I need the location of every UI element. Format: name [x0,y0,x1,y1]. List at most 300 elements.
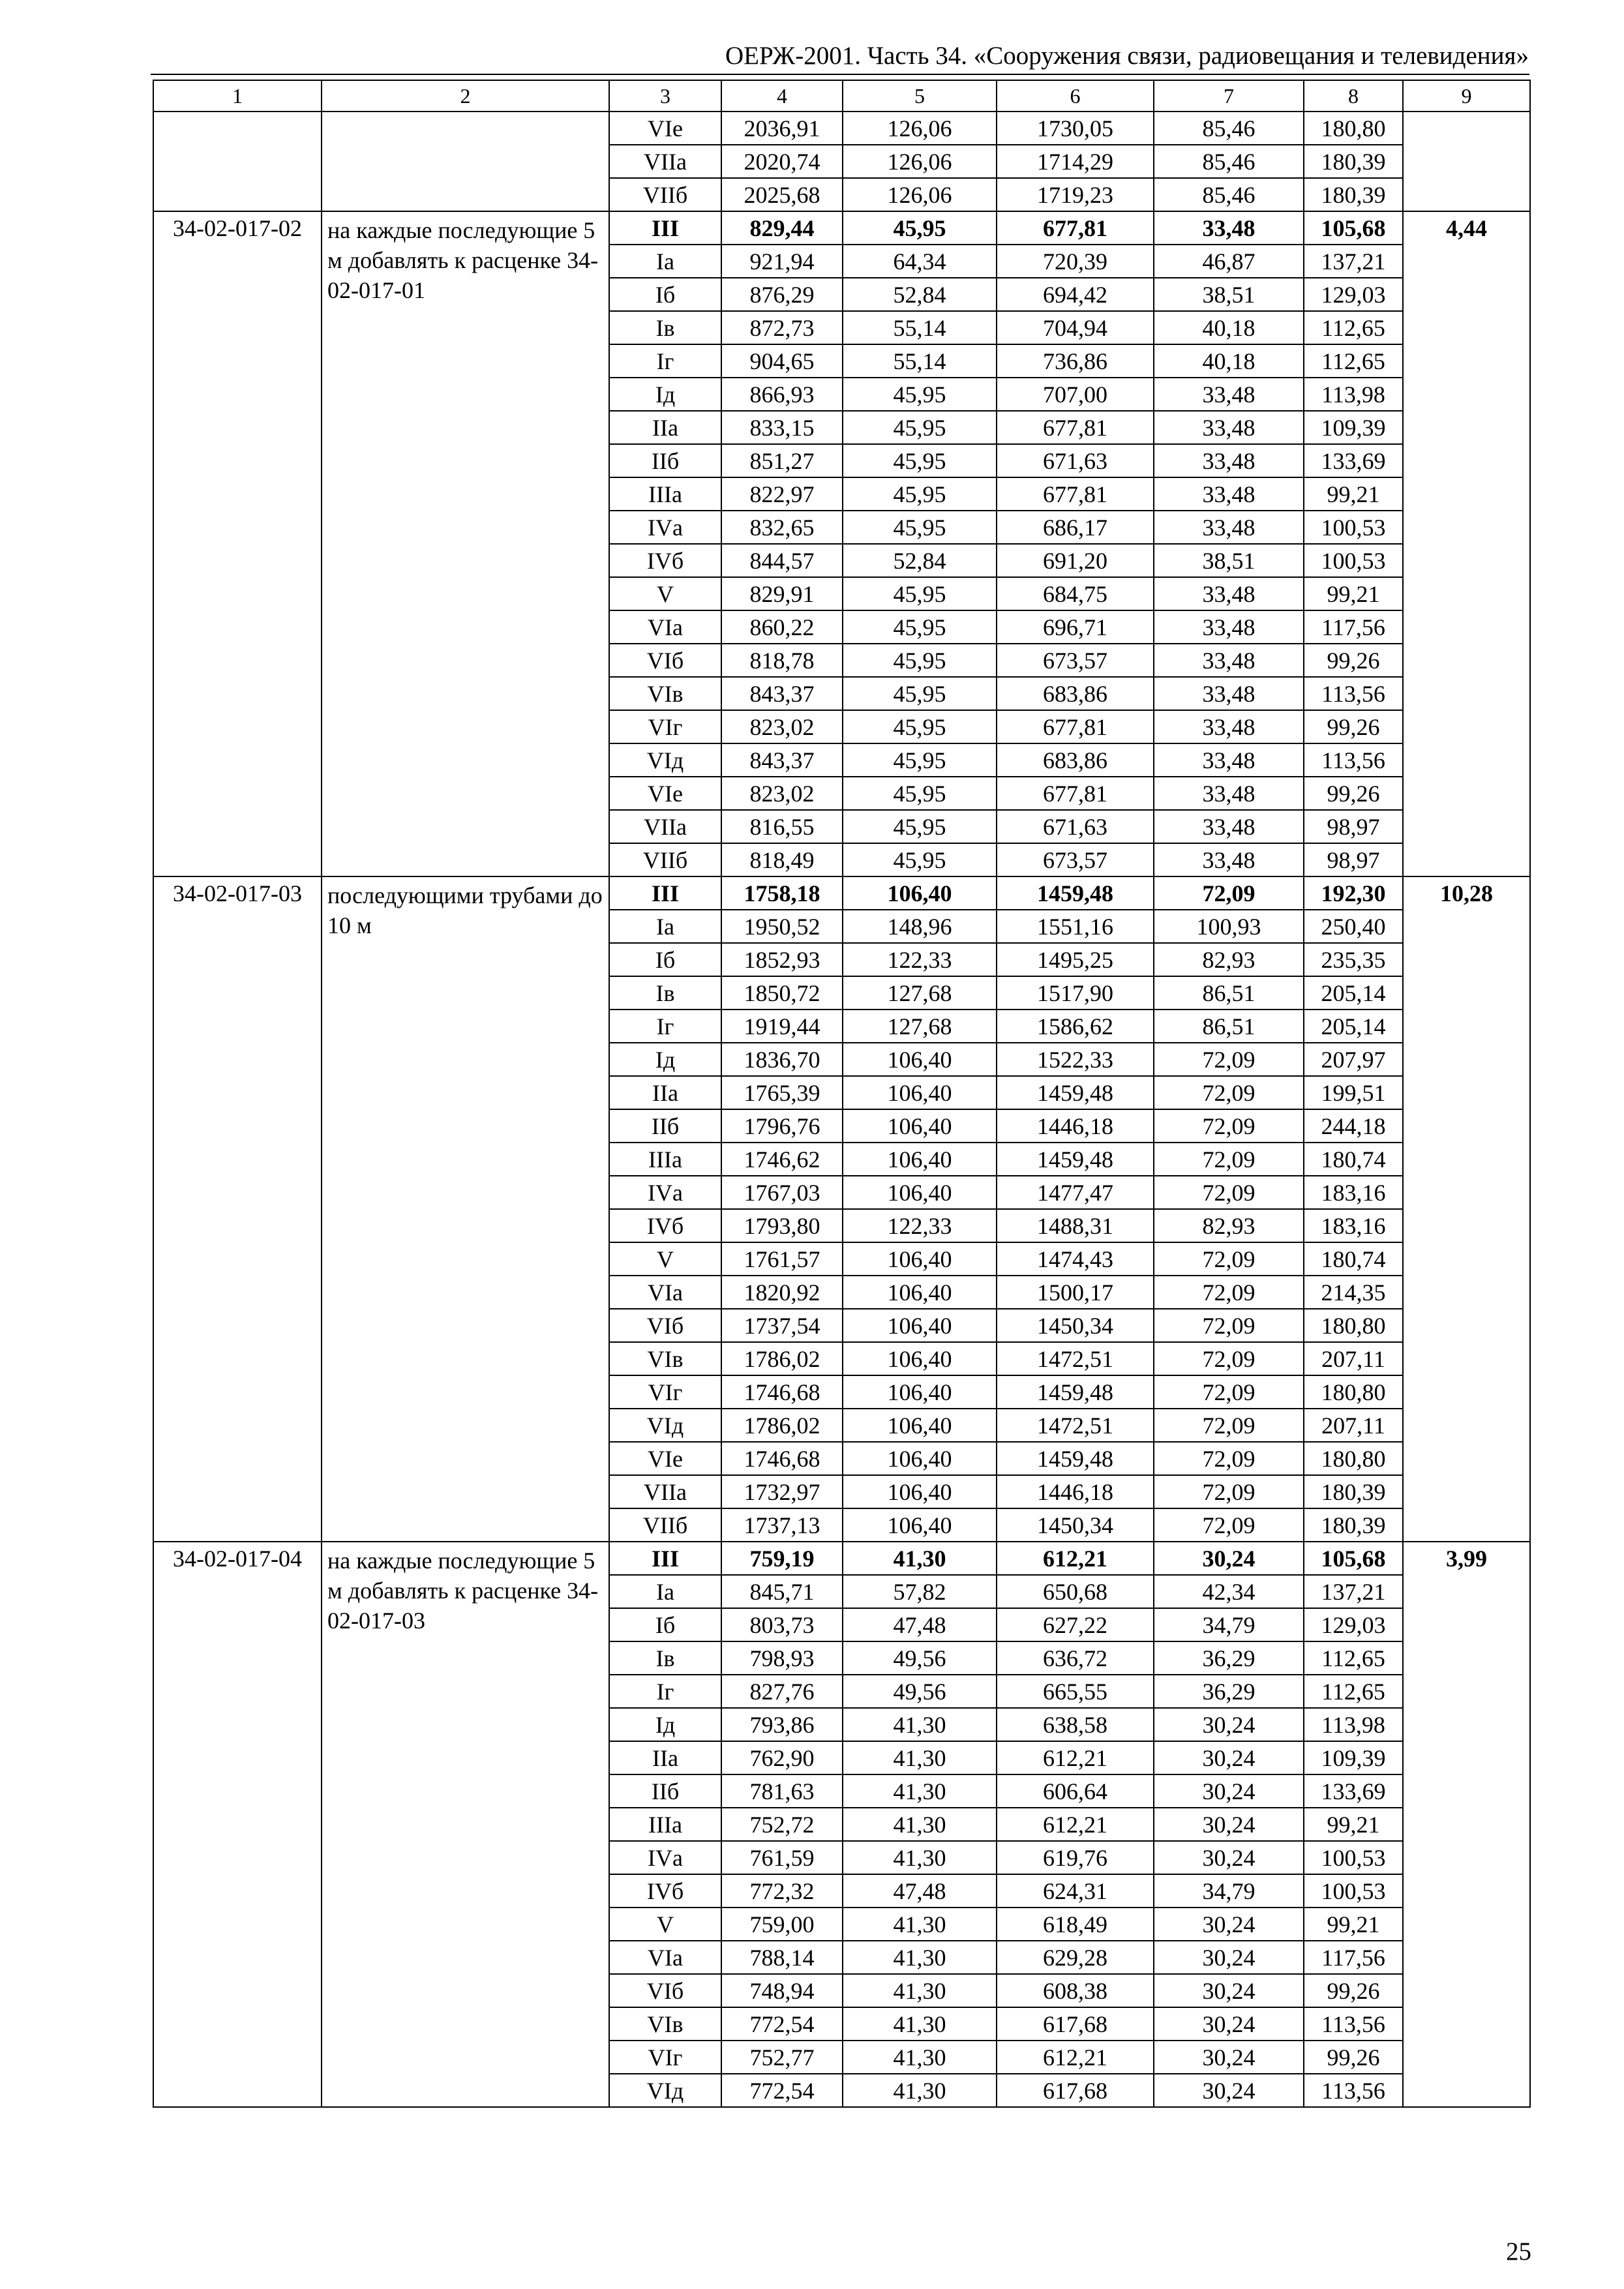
value-cell: 126,06 [843,178,997,211]
value-cell: 624,31 [997,1874,1154,1908]
value-cell: 180,80 [1304,1309,1403,1342]
value-cell: 64,34 [843,245,997,278]
value-cell: 122,33 [843,943,997,976]
value-cell: 1746,62 [721,1143,843,1176]
value-cell: 1746,68 [721,1442,843,1475]
value-cell: 98,97 [1304,810,1403,843]
value-cell: 244,18 [1304,1109,1403,1143]
value-cell: 122,33 [843,1209,997,1242]
value-cell: 677,81 [997,710,1154,743]
column-number: 9 [1403,80,1530,112]
value-cell: 47,48 [843,1874,997,1908]
labor-cost: 3,99 [1403,1542,1530,2107]
zone-cell: IVа [609,1841,721,1874]
value-cell: 106,40 [843,1043,997,1076]
value-cell: 45,95 [843,677,997,710]
value-cell: 876,29 [721,278,843,311]
table-row [153,1542,1530,1575]
column-number: 8 [1304,80,1403,112]
zone-cell: Iд [609,378,721,411]
rates-table [153,80,1531,2108]
zone-cell: IIа [609,1076,721,1109]
value-cell: 30,24 [1154,1741,1304,1774]
value-cell: 126,06 [843,145,997,178]
value-cell: 829,44 [721,211,843,245]
zone-cell: Iб [609,1608,721,1641]
value-cell: 113,98 [1304,378,1403,411]
zone-cell: IIб [609,444,721,477]
labor-cost: 4,44 [1403,211,1530,876]
value-cell: 832,65 [721,511,843,544]
value-cell: 45,95 [843,444,997,477]
zone-cell: Iа [609,245,721,278]
value-cell: 105,68 [1304,211,1403,245]
value-cell: 1477,47 [997,1176,1154,1209]
value-cell: 793,86 [721,1708,843,1741]
value-cell: 33,48 [1154,644,1304,677]
value-cell: 100,53 [1304,544,1403,577]
rate-code: 34-02-017-04 [153,1542,322,2107]
value-cell: 41,30 [843,1974,997,2007]
value-cell: 207,11 [1304,1409,1403,1442]
value-cell: 180,80 [1304,112,1403,145]
zone-cell: VIг [609,710,721,743]
value-cell: 1852,93 [721,943,843,976]
value-cell: 38,51 [1154,544,1304,577]
value-cell: 844,57 [721,544,843,577]
value-cell: 1459,48 [997,1442,1154,1475]
column-number: 2 [322,80,609,112]
rate-description [322,112,609,211]
value-cell: 72,09 [1154,1508,1304,1542]
zone-cell: VIв [609,2007,721,2041]
value-cell: 49,56 [843,1641,997,1675]
value-cell: 818,49 [721,843,843,876]
value-cell: 823,02 [721,777,843,810]
zone-cell: VIб [609,644,721,677]
value-cell: 113,56 [1304,743,1403,777]
value-cell: 72,09 [1154,1442,1304,1475]
value-cell: 40,18 [1154,344,1304,378]
value-cell: 45,95 [843,610,997,644]
value-cell: 57,82 [843,1575,997,1608]
value-cell: 40,18 [1154,311,1304,344]
value-cell: 106,40 [843,1442,997,1475]
value-cell: 691,20 [997,544,1154,577]
rate-description: на каждые последующие 5 м добавлять к расценке 34-02-017-01 [322,211,609,876]
zone-cell: Iд [609,1708,721,1741]
value-cell: 1950,52 [721,910,843,943]
zone-cell: IVб [609,1874,721,1908]
value-cell: 612,21 [997,2041,1154,2074]
value-cell: 105,68 [1304,1542,1403,1575]
table-row [153,112,1530,145]
value-cell: 99,26 [1304,710,1403,743]
value-cell: 827,76 [721,1675,843,1708]
value-cell: 55,14 [843,344,997,378]
value-cell: 2036,91 [721,112,843,145]
rate-description: на каждые последующие 5 м добавлять к расценке 34-02-017-03 [322,1542,609,2107]
value-cell: 47,48 [843,1608,997,1641]
zone-cell: IIIа [609,1143,721,1176]
value-cell: 1765,39 [721,1076,843,1109]
zone-cell: VIе [609,112,721,145]
value-cell: 1767,03 [721,1176,843,1209]
value-cell: 1517,90 [997,976,1154,1010]
value-cell: 1446,18 [997,1109,1154,1143]
value-cell: 1737,13 [721,1508,843,1542]
value-cell: 650,68 [997,1575,1154,1608]
column-number: 5 [843,80,997,112]
value-cell: 45,95 [843,644,997,677]
value-cell: 180,39 [1304,145,1403,178]
value-cell: 1472,51 [997,1342,1154,1375]
value-cell: 818,78 [721,644,843,677]
rate-code [153,112,322,211]
value-cell: 30,24 [1154,1774,1304,1808]
value-cell: 843,37 [721,743,843,777]
value-cell: 1836,70 [721,1043,843,1076]
value-cell: 671,63 [997,810,1154,843]
zone-cell: VIв [609,1342,721,1375]
value-cell: 42,34 [1154,1575,1304,1608]
rate-code: 34-02-017-03 [153,876,322,1542]
value-cell: 49,56 [843,1675,997,1708]
value-cell: 98,97 [1304,843,1403,876]
value-cell: 106,40 [843,1409,997,1442]
value-cell: 41,30 [843,1808,997,1841]
value-cell: 33,48 [1154,444,1304,477]
value-cell: 112,65 [1304,311,1403,344]
value-cell: 1850,72 [721,976,843,1010]
value-cell: 180,39 [1304,1508,1403,1542]
value-cell: 736,86 [997,344,1154,378]
zone-cell: VIа [609,610,721,644]
value-cell: 106,40 [843,1076,997,1109]
value-cell: 180,80 [1304,1375,1403,1409]
value-cell: 72,09 [1154,1109,1304,1143]
zone-cell: Iа [609,1575,721,1608]
value-cell: 816,55 [721,810,843,843]
value-cell: 772,32 [721,1874,843,1908]
value-cell: 1796,76 [721,1109,843,1143]
value-cell: 1495,25 [997,943,1154,976]
value-cell: 106,40 [843,1342,997,1375]
value-cell: 921,94 [721,245,843,278]
value-cell: 33,48 [1154,843,1304,876]
value-cell: 199,51 [1304,1076,1403,1109]
value-cell: 1730,05 [997,112,1154,145]
value-cell: 250,40 [1304,910,1403,943]
value-cell: 822,97 [721,477,843,511]
value-cell: 106,40 [843,1475,997,1508]
value-cell: 1472,51 [997,1409,1154,1442]
value-cell: 207,97 [1304,1043,1403,1076]
zone-cell: VIIа [609,145,721,178]
value-cell: 2020,74 [721,145,843,178]
value-cell: 904,65 [721,344,843,378]
zone-cell: VIа [609,1276,721,1309]
value-cell: 694,42 [997,278,1154,311]
value-cell: 127,68 [843,976,997,1010]
value-cell: 798,93 [721,1641,843,1675]
value-cell: 112,65 [1304,1675,1403,1708]
value-cell: 606,64 [997,1774,1154,1808]
value-cell: 772,54 [721,2007,843,2041]
value-cell: 33,48 [1154,511,1304,544]
zone-cell: III [609,211,721,245]
value-cell: 129,03 [1304,1608,1403,1641]
labor-cost: 10,28 [1403,876,1530,1542]
value-cell: 1793,80 [721,1209,843,1242]
value-cell: 41,30 [843,2074,997,2107]
value-cell: 1714,29 [997,145,1154,178]
value-cell: 34,79 [1154,1608,1304,1641]
zone-cell: VIIб [609,178,721,211]
zone-cell: III [609,876,721,910]
zone-cell: VIе [609,777,721,810]
value-cell: 41,30 [843,1841,997,1874]
value-cell: 33,48 [1154,610,1304,644]
value-cell: 759,00 [721,1908,843,1941]
column-number: 1 [153,80,322,112]
zone-cell: IIб [609,1109,721,1143]
value-cell: 45,95 [843,211,997,245]
value-cell: 72,09 [1154,876,1304,910]
value-cell: 113,56 [1304,677,1403,710]
zone-cell: VIг [609,1375,721,1409]
value-cell: 109,39 [1304,1741,1403,1774]
value-cell: 33,48 [1154,743,1304,777]
value-cell: 113,98 [1304,1708,1403,1741]
value-cell: 235,35 [1304,943,1403,976]
value-cell: 180,74 [1304,1143,1403,1176]
value-cell: 30,24 [1154,1542,1304,1575]
value-cell: 33,48 [1154,577,1304,610]
zone-cell: IVа [609,511,721,544]
value-cell: 72,09 [1154,1475,1304,1508]
value-cell: 52,84 [843,278,997,311]
value-cell: 36,29 [1154,1675,1304,1708]
value-cell: 33,48 [1154,810,1304,843]
value-cell: 72,09 [1154,1176,1304,1209]
value-cell: 72,09 [1154,1143,1304,1176]
value-cell: 1786,02 [721,1409,843,1442]
zone-cell: V [609,577,721,610]
value-cell: 45,95 [843,777,997,810]
zone-cell: VIд [609,743,721,777]
value-cell: 1758,18 [721,876,843,910]
value-cell: 761,59 [721,1841,843,1874]
zone-cell: VIIб [609,843,721,876]
value-cell: 30,24 [1154,1708,1304,1741]
value-cell: 683,86 [997,677,1154,710]
value-cell: 52,84 [843,544,997,577]
value-cell: 99,21 [1304,477,1403,511]
column-number: 7 [1154,80,1304,112]
value-cell: 638,58 [997,1708,1154,1741]
rate-description: последующими трубами до 10 м [322,876,609,1542]
value-cell: 38,51 [1154,278,1304,311]
value-cell: 106,40 [843,1109,997,1143]
value-cell: 2025,68 [721,178,843,211]
value-cell: 100,53 [1304,511,1403,544]
value-cell: 872,73 [721,311,843,344]
value-cell: 671,63 [997,444,1154,477]
value-cell: 629,28 [997,1941,1154,1974]
value-cell: 45,95 [843,843,997,876]
zone-cell: VIв [609,677,721,710]
value-cell: 86,51 [1154,1010,1304,1043]
value-cell: 180,74 [1304,1242,1403,1276]
value-cell: 686,17 [997,511,1154,544]
value-cell: 617,68 [997,2007,1154,2041]
value-cell: 803,73 [721,1608,843,1641]
value-cell: 85,46 [1154,145,1304,178]
value-cell: 72,09 [1154,1276,1304,1309]
value-cell: 30,24 [1154,2007,1304,2041]
zone-cell: IIIа [609,1808,721,1841]
value-cell: 677,81 [997,777,1154,810]
value-cell: 45,95 [843,743,997,777]
value-cell: 1450,34 [997,1508,1154,1542]
value-cell: 106,40 [843,876,997,910]
zone-cell: Iд [609,1043,721,1076]
value-cell: 1737,54 [721,1309,843,1342]
value-cell: 33,48 [1154,710,1304,743]
value-cell: 665,55 [997,1675,1154,1708]
value-cell: 100,53 [1304,1874,1403,1908]
value-cell: 612,21 [997,1542,1154,1575]
value-cell: 823,02 [721,710,843,743]
zone-cell: Iг [609,1675,721,1708]
page-header-title: ОЕРЖ-2001. Часть 34. «Сооружения связи, радиовещания и телевидения» [725,42,1529,70]
value-cell: 36,29 [1154,1641,1304,1675]
value-cell: 55,14 [843,311,997,344]
zone-cell: Iв [609,1641,721,1675]
value-cell: 1488,31 [997,1209,1154,1242]
value-cell: 72,09 [1154,1309,1304,1342]
value-cell: 99,26 [1304,1974,1403,2007]
value-cell: 788,14 [721,1941,843,1974]
value-cell: 1719,23 [997,178,1154,211]
value-cell: 117,56 [1304,1941,1403,1974]
value-cell: 704,94 [997,311,1154,344]
value-cell: 608,38 [997,1974,1154,2007]
table-row [153,211,1530,245]
value-cell: 85,46 [1154,178,1304,211]
header-divider [151,74,1529,75]
value-cell: 1732,97 [721,1475,843,1508]
table-row [153,876,1530,910]
column-number-row [153,80,1530,112]
value-cell: 30,24 [1154,1808,1304,1841]
value-cell: 214,35 [1304,1276,1403,1309]
zone-cell: VIг [609,2041,721,2074]
value-cell: 106,40 [843,1276,997,1309]
value-cell: 860,22 [721,610,843,644]
zone-cell: Iб [609,278,721,311]
value-cell: 636,72 [997,1641,1154,1675]
value-cell: 684,75 [997,577,1154,610]
value-cell: 1746,68 [721,1375,843,1409]
value-cell: 180,39 [1304,1475,1403,1508]
value-cell: 137,21 [1304,1575,1403,1608]
value-cell: 1586,62 [997,1010,1154,1043]
value-cell: 843,37 [721,677,843,710]
value-cell: 33,48 [1154,477,1304,511]
column-number: 3 [609,80,721,112]
value-cell: 41,30 [843,1741,997,1774]
value-cell: 30,24 [1154,1974,1304,2007]
value-cell: 112,65 [1304,344,1403,378]
value-cell: 72,09 [1154,1409,1304,1442]
value-cell: 30,24 [1154,1908,1304,1941]
value-cell: 762,90 [721,1741,843,1774]
value-cell: 1474,43 [997,1242,1154,1276]
value-cell: 86,51 [1154,976,1304,1010]
value-cell: 41,30 [843,1542,997,1575]
value-cell: 82,93 [1154,1209,1304,1242]
value-cell: 720,39 [997,245,1154,278]
value-cell: 30,24 [1154,2041,1304,2074]
value-cell: 205,14 [1304,1010,1403,1043]
zone-cell: Iа [609,910,721,943]
value-cell: 673,57 [997,644,1154,677]
value-cell: 617,68 [997,2074,1154,2107]
value-cell: 72,09 [1154,1242,1304,1276]
value-cell: 1820,92 [721,1276,843,1309]
value-cell: 1459,48 [997,1143,1154,1176]
value-cell: 845,71 [721,1575,843,1608]
value-cell: 100,53 [1304,1841,1403,1874]
value-cell: 99,21 [1304,1908,1403,1941]
value-cell: 1761,57 [721,1242,843,1276]
value-cell: 748,94 [721,1974,843,2007]
value-cell: 46,87 [1154,245,1304,278]
value-cell: 829,91 [721,577,843,610]
value-cell: 759,19 [721,1542,843,1575]
zone-cell: VIб [609,1974,721,2007]
value-cell: 866,93 [721,378,843,411]
value-cell: 41,30 [843,1908,997,1941]
zone-cell: III [609,1542,721,1575]
zone-cell: IIIа [609,477,721,511]
value-cell: 677,81 [997,211,1154,245]
value-cell: 781,63 [721,1774,843,1808]
zone-cell: Iг [609,344,721,378]
value-cell: 34,79 [1154,1874,1304,1908]
value-cell: 696,71 [997,610,1154,644]
value-cell: 99,21 [1304,577,1403,610]
value-cell: 127,68 [843,1010,997,1043]
value-cell: 109,39 [1304,411,1403,444]
value-cell: 33,48 [1154,777,1304,810]
value-cell: 45,95 [843,378,997,411]
value-cell: 192,30 [1304,876,1403,910]
value-cell: 106,40 [843,1143,997,1176]
value-cell: 72,09 [1154,1342,1304,1375]
zone-cell: IVа [609,1176,721,1209]
value-cell: 183,16 [1304,1176,1403,1209]
value-cell: 1459,48 [997,1076,1154,1109]
value-cell: 41,30 [843,1708,997,1741]
value-cell: 45,95 [843,710,997,743]
value-cell: 106,40 [843,1508,997,1542]
value-cell: 183,16 [1304,1209,1403,1242]
zone-cell: IVб [609,1209,721,1242]
value-cell: 677,81 [997,477,1154,511]
